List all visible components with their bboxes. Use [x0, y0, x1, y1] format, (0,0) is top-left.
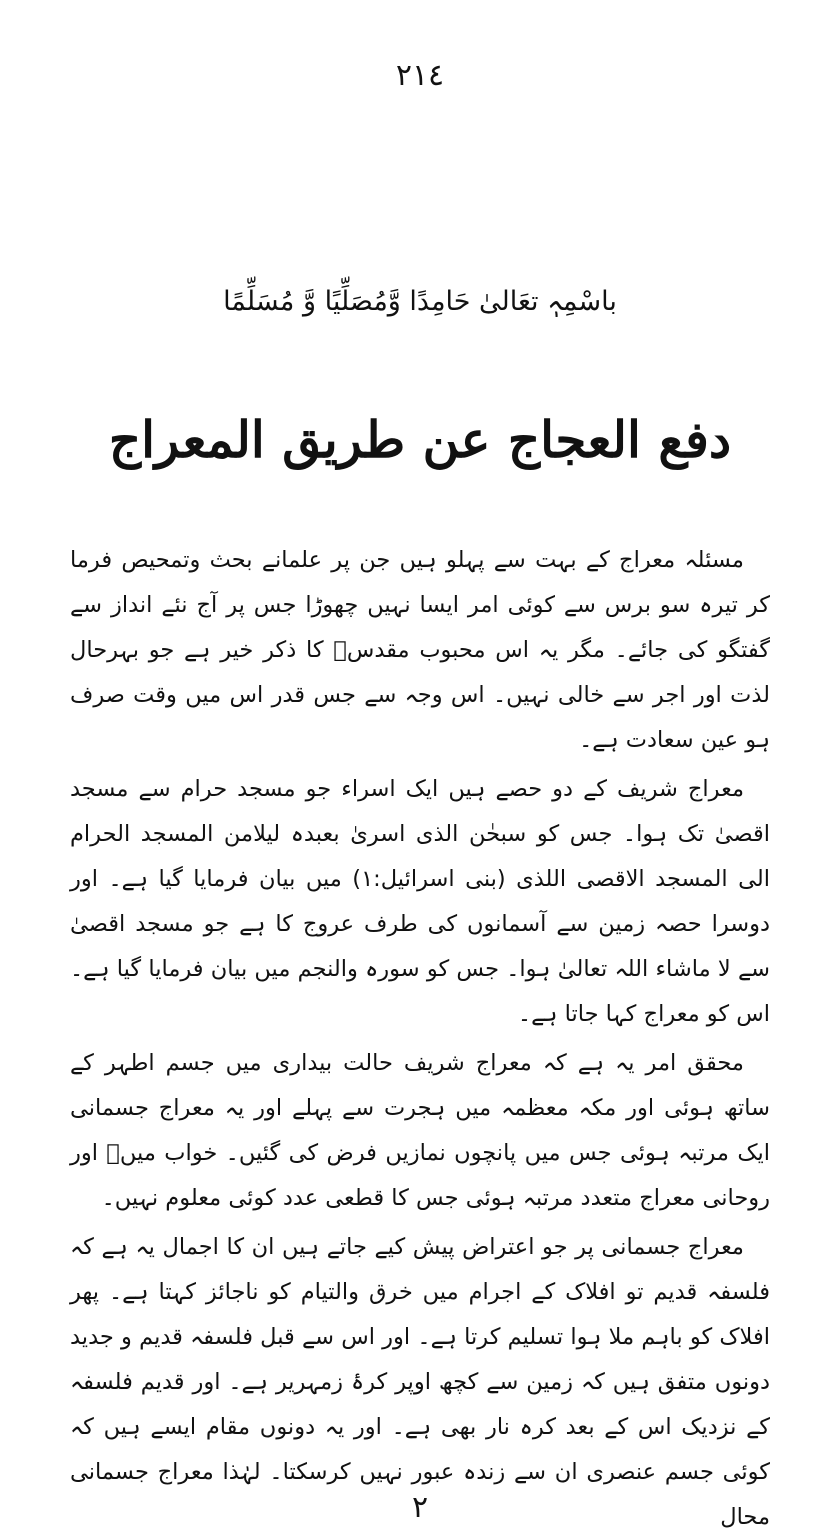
page-number-top: ٢١٤: [395, 58, 445, 93]
bismillah-line: باسْمِہٖ تعَالیٰ حَامِدًا وَّمُصَلِّیًا وَّ مُسَلِّمًا: [223, 286, 617, 317]
paragraph: محقق امر یہ ہے کہ معراج شریف حالت بیداری میں جسم اطہر کے ساتھ ہوئی اور مکہ معظمہ میں ہجرت سے پہلے اور یہ معراج جسمانی ایک مرتبہ ہوئی جس میں پانچوں نمازیں فرض کی گئیں۔ خواب میںؑ اور روحانی معراج متعدد مرتبہ ہوئی جس کا قطعی عدد کوئی معلوم نہیں۔: [70, 1050, 770, 1211]
page-number-bottom: ٢: [411, 1490, 429, 1525]
paragraph: معراج شریف کے دو حصے ہیں ایک اسراء جو مسجد حرام سے مسجد اقصیٰ تک ہوا۔ جس کو سبحٰن الذی اسریٰ بعبدہ لیلامن المسجد الحرام الی المسجد الاقصی اللذی (بنی اسرائیل:١) میں بیان فرمایا گیا ہے۔ اور دوسرا حصہ زمین سے آسمانوں کی طرف عروج کا ہے جو مسجد اقصیٰ سے لا ماشاء اللہ تعالیٰ ہوا۔ جس کو سورہ والنجم میں بیان فرمایا گیا ہے۔ اس کو معراج کہا جاتا ہے۔: [70, 776, 770, 1027]
body-text: [70, 538, 770, 1540]
page-title: دفع العجاج عن طریق المعراج: [108, 410, 732, 469]
paragraph: مسئلہ معراج کے بہت سے پہلو ہیں جن پر علمانے بحث وتمحیص فرما کر تیرہ سو برس سے کوئی امر ایسا نہیں چھوڑا جس پر آج نئے انداز سے گفتگو کی جائے۔ مگر یہ اس محبوب مقدسؐ کا ذکر خیر ہے جو بہرحال لذت اور اجر سے خالی نہیں۔ اس وجہ سے جس قدر اس میں وقت صرف ہو عین سعادت ہے۔: [70, 547, 770, 753]
paragraph: معراج جسمانی پر جو اعتراض پیش کیے جاتے ہیں ان کا اجمال یہ ہے کہ فلسفہ قدیم تو افلاک کے اجرام میں خرق والتیام کو ناجائز کہتا ہے۔ پھر افلاک کو باہم ملا ہوا تسلیم کرتا ہے۔ اور اس سے قبل فلسفہ قدیم و جدید دونوں متفق ہیں کہ زمین سے کچھ اوپر کرۂ زمہریر ہے۔ اور قدیم فلسفہ کے نزدیک اس کے بعد کرہ نار بھی ہے۔ اور یہ دونوں مقام ایسے ہیں کہ کوئی جسم عنصری ان سے زندہ عبور نہیں کرسکتا۔ لہٰذا معراج جسمانی محال: [70, 1234, 770, 1530]
